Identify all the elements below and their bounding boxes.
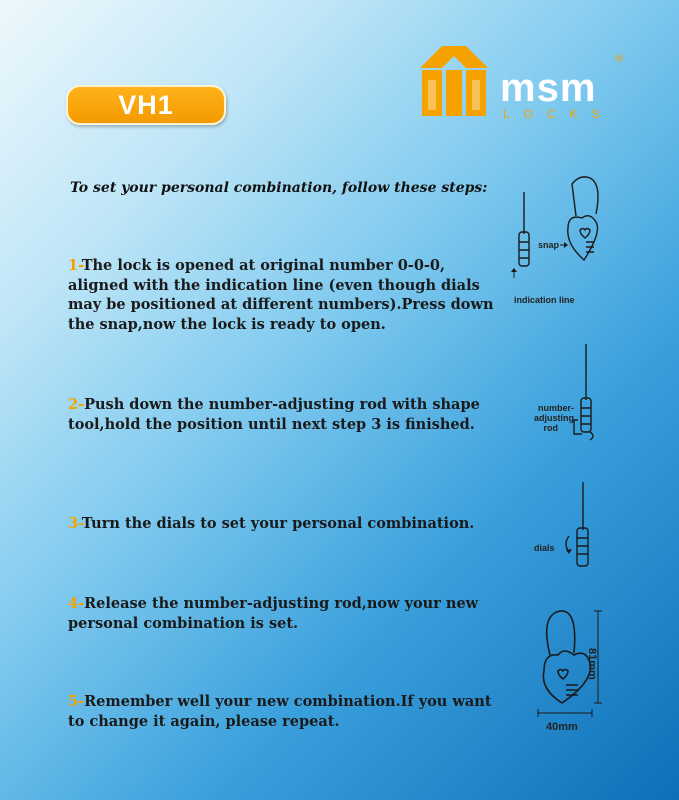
dials-label: dials: [534, 543, 555, 553]
step-1: [68, 256, 508, 334]
width-dimension-label: 40mm: [546, 721, 578, 733]
step-number: 4-: [68, 595, 85, 612]
height-dimension-label: 81mm: [586, 648, 598, 680]
lock-adjusting-rod-illustration-icon: [560, 340, 610, 450]
step-number: 2-: [68, 396, 85, 413]
registered-mark: ®: [615, 53, 624, 65]
adjusting-rod-label-2: adjusting: [534, 413, 574, 423]
lock-dials-illustration-icon: [555, 478, 605, 573]
step-2: [68, 395, 508, 434]
model-label: VH1: [118, 89, 174, 120]
snap-label: snap: [538, 240, 560, 250]
lock-snap-illustration-icon: [510, 170, 630, 290]
step-text: Remember well your new combination.If you want to change it again, please repeat.: [68, 693, 492, 730]
step-number: 3-: [68, 515, 82, 532]
step-number: 1-: [68, 257, 82, 274]
step-text: The lock is opened at original number 0-0-0, aligned with the indication line (even though dials may be positioned at different numbers).Press down the snap,now the lock is ready to open.: [68, 257, 494, 333]
heart-lock-dimensions-icon: [530, 605, 620, 720]
step-4: [68, 594, 508, 633]
step-5: [68, 692, 508, 731]
brand-sub: LOCKS: [503, 107, 614, 121]
indication-line-label: indication line: [514, 295, 575, 305]
model-badge: [66, 85, 226, 125]
brand-name: msm: [500, 66, 597, 110]
step-text: Push down the number-adjusting rod with shape tool,hold the position until next step 3 is finished.: [68, 396, 480, 433]
step-text: Turn the dials to set your personal combination.: [81, 515, 475, 532]
step-3: [68, 514, 508, 534]
step-number: 5-: [68, 693, 85, 710]
adjusting-rod-label-1: number-: [538, 403, 574, 413]
adjusting-rod-label-3: rod: [543, 423, 558, 433]
instructions-intro: To set your personal combination, follow these steps:: [70, 180, 488, 196]
step-text: Release the number-adjusting rod,now your new personal combination is set.: [68, 595, 479, 632]
